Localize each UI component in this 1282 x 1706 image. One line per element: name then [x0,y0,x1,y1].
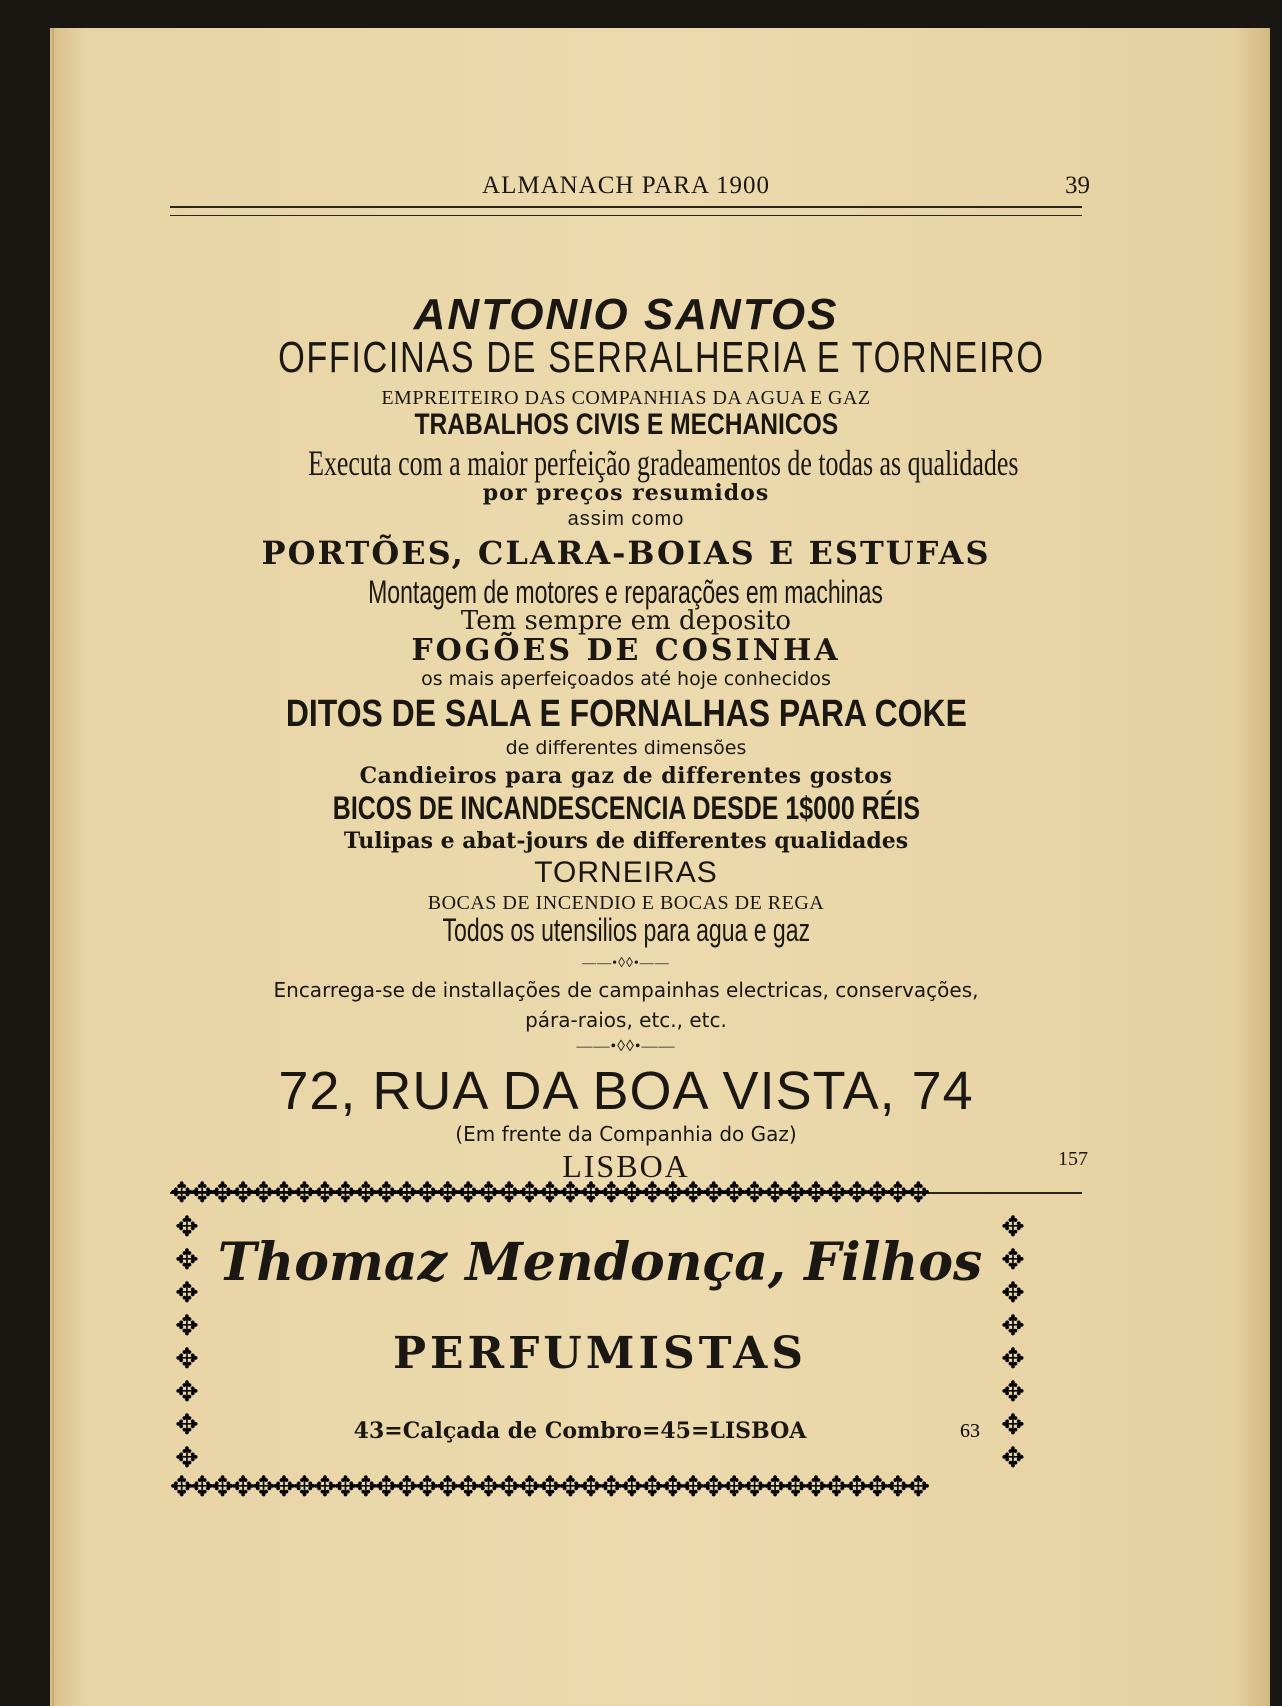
small-ornament-rule-2: ——•◊◊•—— [576,1038,676,1055]
header-title: ALMANACH PARA 1900 [482,172,770,199]
ad-line-trabalhos: TRABALHOS CIVIS E MECHANICOS [414,408,838,441]
perfumistas-address: 43=Calçada de Combro=45=LISBOA [353,1418,807,1444]
ad-line-portoes: PORTÕES, CLARA-BOIAS E ESTUFAS [261,534,991,572]
page-edge-line [52,28,54,1706]
running-header [170,166,1090,206]
ad-line-tulipas: Tulipas e abat-jours de differentes qualidades [343,828,909,854]
ad-line-fogoes: FOGÕES DE COSINHA [411,633,841,668]
ad-address: 72, RUA DA BOA VISTA, 74 [278,1061,974,1121]
ad-line-executa: Executa com a maior perfeição gradeamentos de todas as qualidades [308,443,1019,483]
ad-line-ditos: DITOS DE SALA E FORNALHAS PARA COKE [285,693,967,735]
page-number: 39 [1065,172,1090,199]
frame-border-right: ✥ ✥ ✥ ✥ ✥ ✥ ✥ ✥ [1001,1210,1025,1474]
ad-line-para-raios: pára-raios, etc., etc. [525,1008,727,1032]
ad-line-bicos: BICOS DE INCANDESCENCIA DESDE 1$000 RÉIS [332,790,920,826]
ad-address-note: (Em frente da Companhia do Gaz) [455,1122,797,1146]
ad-line-dimensoes: de differentes dimensões [505,737,747,759]
almanac-page [50,28,1270,1706]
ad-line-aperfeicoados: os mais aperfeiçoados até hoje conhecidos [421,668,831,690]
header-double-rule [170,206,1082,216]
ad2-number: 63 [960,1420,980,1442]
ad-line-assim-como: assim como [567,508,685,530]
perfumistas-ad-frame [170,1176,1030,1504]
small-ornament-rule-1: ——•◊◊•—— [582,956,670,971]
ad-line-bocas: BOCAS DE INCENDIO E BOCAS DE REGA [427,892,825,914]
ad-line-candieiros: Candieiros para gaz de differentes gostos [359,763,893,789]
frame-border-bottom [170,1470,1030,1504]
ad-city: LISBOA [562,1148,690,1184]
perfumistas-name: Thomaz Mendonça, Filhos [217,1232,983,1293]
border-glyph-row-bottom: ✥✥✥✥✥✥✥✥✥✥✥✥✥✥✥✥✥✥✥✥✥✥✥✥✥✥✥✥✥✥✥✥✥✥✥✥✥ [170,1470,928,1503]
ad-line-tem-sempre: Tem sempre em deposito [460,606,792,636]
ad-line-precos: por preços resumidos [482,480,770,506]
ad-line-encarrega: Encarrega-se de installações de campainhas electricas, conservações, [273,978,979,1002]
frame-border-left: ✥ ✥ ✥ ✥ ✥ ✥ ✥ ✥ [175,1210,199,1474]
frame-border-top [170,1176,1030,1210]
advertiser-name: ANTONIO SANTOS [413,290,839,339]
ad-line-torneiras: TORNEIRAS [534,856,718,889]
border-glyph-row-top: ✥✥✥✥✥✥✥✥✥✥✥✥✥✥✥✥✥✥✥✥✥✥✥✥✥✥✥✥✥✥✥✥✥✥✥✥✥ [170,1176,928,1209]
perfumistas-trade: PERFUMISTAS [392,1328,808,1379]
ad-line-empreiteiro: EMPREITEIRO DAS COMPANHIAS DA AGUA E GAZ [381,387,871,409]
ad-line-utensilios: Todos os utensilios para agua e gaz [442,912,810,948]
ad1-number: 157 [1058,1148,1088,1170]
ad-line-officinas: OFFICINAS DE SERRALHERIA E TORNEIRO [278,333,1045,382]
ad-line-montagem: Montagem de motores e reparações em machinas [368,574,884,610]
